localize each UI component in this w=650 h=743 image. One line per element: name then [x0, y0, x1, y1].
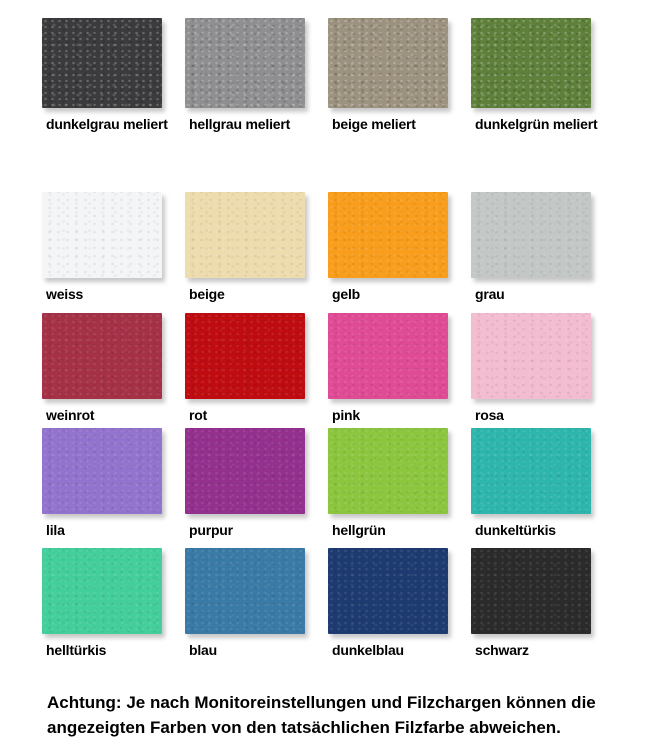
swatch-hellgrau-meliert: [185, 18, 328, 132]
color-chip: [328, 18, 448, 108]
swatch-hellgruen: [328, 428, 471, 538]
swatch-label: dunkeltürkis: [475, 522, 556, 538]
color-chip: [185, 428, 305, 514]
swatch-row-3: [42, 313, 614, 423]
swatch-label: beige meliert: [332, 116, 416, 132]
swatch-dunkelgrau-meliert: [42, 18, 185, 132]
swatch-label: helltürkis: [46, 642, 107, 658]
swatch-dunkelgruen-meliert: [471, 18, 614, 132]
swatch-label: lila: [46, 522, 65, 538]
swatch-row-5: [42, 548, 614, 658]
color-chip: [328, 428, 448, 514]
swatch-beige-meliert: [328, 18, 471, 132]
color-chip: [471, 548, 591, 634]
color-chip: [185, 192, 305, 278]
swatch-label: blau: [189, 642, 217, 658]
swatch-label: beige: [189, 286, 225, 302]
swatch-purpur: [185, 428, 328, 538]
disclaimer-note: Achtung: Je nach Monitoreinstellungen und Filzchargen können die angezeigten Farben von den tatsächlichen Filzfarbe abweichen.: [47, 693, 596, 737]
color-chip: [42, 18, 162, 108]
swatch-label: weinrot: [46, 407, 95, 423]
color-chip: [471, 313, 591, 399]
color-chip: [185, 18, 305, 108]
color-chip: [42, 428, 162, 514]
swatch-label: rosa: [475, 407, 504, 423]
color-chip: [328, 192, 448, 278]
swatch-lila: [42, 428, 185, 538]
color-chip: [328, 313, 448, 399]
swatch-dunkelblau: [328, 548, 471, 658]
swatch-rot: [185, 313, 328, 423]
swatch-dunkeltuerkis: [471, 428, 614, 538]
color-chip: [471, 428, 591, 514]
color-chip: [471, 192, 591, 278]
swatch-helltuerkis: [42, 548, 185, 658]
swatch-beige: [185, 192, 328, 302]
swatch-label: schwarz: [475, 642, 529, 658]
swatch-row-1: [42, 18, 614, 132]
color-chip: [185, 313, 305, 399]
swatch-label: weiss: [46, 286, 84, 302]
swatch-label: pink: [332, 407, 360, 423]
swatch-label: hellgrün: [332, 522, 386, 538]
swatch-weiss: [42, 192, 185, 302]
swatch-grau: [471, 192, 614, 302]
swatch-weinrot: [42, 313, 185, 423]
swatch-rosa: [471, 313, 614, 423]
color-chip: [42, 548, 162, 634]
color-chip: [328, 548, 448, 634]
swatch-label: hellgrau meliert: [189, 116, 291, 132]
swatch-label: rot: [189, 407, 208, 423]
swatch-label: dunkelgrau meliert: [46, 116, 168, 132]
color-chip: [185, 548, 305, 634]
swatch-blau: [185, 548, 328, 658]
swatch-row-2: [42, 192, 614, 302]
swatch-gelb: [328, 192, 471, 302]
swatch-row-4: [42, 428, 614, 538]
swatch-label: grau: [475, 286, 505, 302]
color-chip: [42, 192, 162, 278]
swatch-pink: [328, 313, 471, 423]
color-chip: [42, 313, 162, 399]
swatch-label: purpur: [189, 522, 233, 538]
swatch-label: gelb: [332, 286, 360, 302]
color-chip: [471, 18, 591, 108]
swatch-label: dunkelblau: [332, 642, 404, 658]
swatch-label: dunkelgrün meliert: [475, 116, 598, 132]
swatch-schwarz: [471, 548, 614, 658]
